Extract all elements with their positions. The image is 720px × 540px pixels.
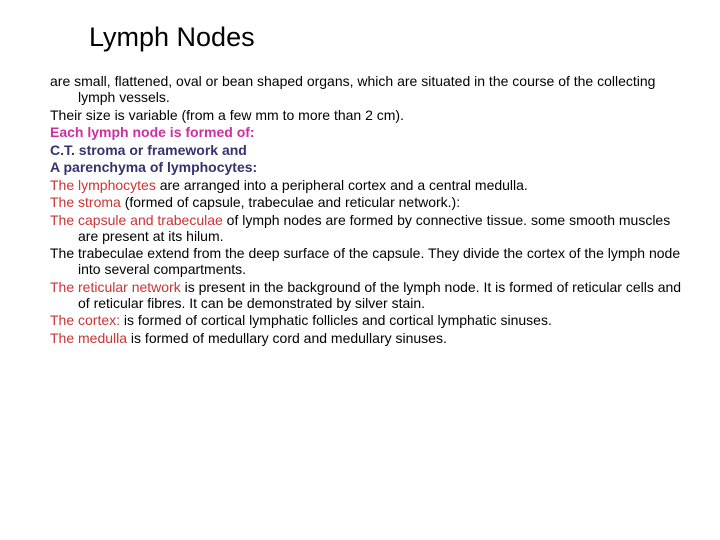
body-paragraph: [50, 142, 690, 158]
body-paragraph: [50, 107, 690, 123]
highlighted-term: The lymphocytes: [50, 176, 156, 193]
body-paragraph: [50, 73, 690, 105]
body-paragraph: [50, 279, 690, 311]
slide-body: [50, 73, 690, 347]
body-paragraph: [50, 312, 690, 328]
body-paragraph: [50, 212, 690, 244]
paragraph-text: (formed of capsule, trabeculae and reticular network.):: [120, 194, 461, 210]
highlighted-term: Each lymph node is formed of:: [50, 124, 255, 140]
body-paragraph: [50, 245, 690, 277]
slide-title: Lymph Nodes: [89, 22, 255, 52]
paragraph-text: of lymph nodes are formed by connective tissue. some smooth muscles are present at its hilum.: [78, 211, 671, 244]
paragraph-text: is formed of medullary cord and medullary sinuses.: [127, 329, 447, 346]
paragraph-text: The trabeculae extend from the deep surface of the capsule. They divide the cortex of the lymph node into several compartments.: [50, 245, 681, 277]
highlighted-term: C.T. stroma or framework and: [50, 141, 247, 158]
highlighted-term: The capsule and trabeculae: [50, 211, 223, 228]
paragraph-text: is present in the background of the lymph node. It is formed of reticular cells and of reticular fibres. It can be demonstrated by silver stain.: [78, 278, 682, 311]
highlighted-term: The reticular network: [50, 278, 181, 295]
body-paragraph: [50, 177, 690, 193]
body-paragraph: [50, 194, 690, 210]
highlighted-term: The stroma: [50, 194, 121, 210]
highlighted-term: A parenchyma of lymphocytes:: [50, 159, 258, 175]
paragraph-text: Their size is variable (from a few mm to more than 2 cm).: [50, 106, 404, 123]
body-paragraph: [50, 159, 690, 175]
paragraph-text: are small, flattened, oval or bean shaped organs, which are situated in the course of the collecting lymph vessels.: [50, 73, 656, 105]
paragraph-text: are arranged into a peripheral cortex and a central medulla.: [155, 176, 528, 193]
paragraph-text: is formed of cortical lymphatic follicles and cortical lymphatic sinuses.: [120, 312, 552, 328]
body-paragraph: [50, 124, 690, 140]
highlighted-term: The medulla: [50, 329, 128, 346]
body-paragraph: [50, 330, 690, 346]
highlighted-term: The cortex:: [50, 312, 121, 328]
